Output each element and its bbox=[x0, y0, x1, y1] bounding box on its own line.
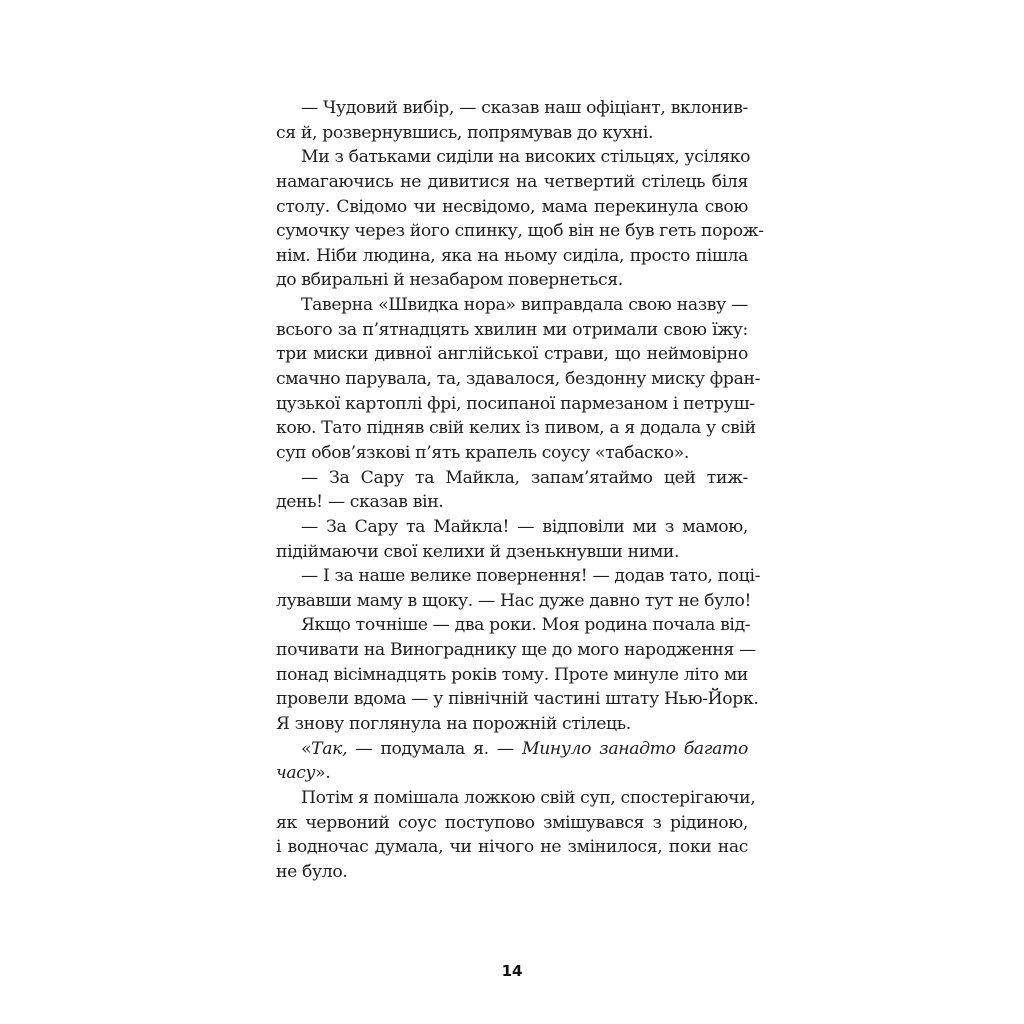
text-line: лувавши маму в щоку. — Нас дуже давно тут не було! bbox=[276, 590, 752, 611]
text-line: день! — сказав він. bbox=[276, 492, 444, 513]
italic-thought-line bbox=[276, 761, 748, 786]
text-line: столу. Свідомо чи несвідомо, мама перекинула свою bbox=[276, 196, 748, 217]
text-line: провели вдома — у північній частині штату Нью-Йорк. bbox=[276, 689, 759, 710]
text-line: не було. bbox=[276, 861, 348, 882]
text-line: — І за наше велике повернення! — додав тато, поці- bbox=[301, 566, 761, 587]
text-line: понад вісімнадцять років тому. Проте минуле літо ми bbox=[276, 664, 748, 685]
italic-text: Минуло занадто багато bbox=[521, 738, 748, 759]
body-text bbox=[276, 96, 764, 885]
text-line: Якщо точніше — два роки. Моя родина почала від- bbox=[301, 615, 751, 636]
page-number: 14 bbox=[501, 962, 523, 980]
text-line: Потім я помішала ложкою свій суп, спостерігаючи, bbox=[301, 787, 756, 808]
text-line: як червоний соус поступово змішувався з рідиною, bbox=[276, 812, 748, 833]
italic-text: Так, bbox=[311, 738, 348, 759]
text-line: всього за п’ятнадцять хвилин ми отримали свою їжу: bbox=[276, 319, 748, 340]
narration-text: — подумала я. — bbox=[347, 738, 522, 759]
text-line: — За Сару та Майкла! — відповіли ми з мамою, bbox=[301, 516, 748, 537]
text-line: і водночас думала, чи нічого не змінилося, поки нас bbox=[276, 837, 748, 858]
text-line: смачно парувала, та, здавалося, бездонну миску фран- bbox=[276, 369, 761, 390]
text-line: Я знову поглянула на порожній стілець. bbox=[276, 714, 631, 735]
text-line: три миски дивної англійської страви, що неймовірно bbox=[276, 344, 748, 365]
text-line: Ми з батьками сиділи на високих стільцях, усіляко bbox=[301, 147, 751, 168]
italic-text: часу bbox=[276, 763, 316, 784]
close-quote: ». bbox=[315, 763, 331, 784]
italic-thought-line bbox=[276, 737, 748, 762]
text-line: суп обов’язкові п’ять крапель соусу «табаско». bbox=[276, 442, 689, 463]
text-line: почивати на Винограднику ще до мого народження — bbox=[276, 640, 756, 661]
text-line: цузької картоплі фрі, посипаної пармезаном і петруш- bbox=[276, 393, 755, 414]
text-line: — За Сару та Майкла, запам’ятаймо цей тиж- bbox=[301, 467, 748, 488]
text-line: ся й, розвернувшись, попрямував до кухні. bbox=[276, 122, 654, 143]
text-line: — Чудовий вибір, — сказав наш офіціант, вклонив- bbox=[301, 98, 748, 118]
text-line: кою. Тато підняв свій келих із пивом, а я додала у свій bbox=[276, 418, 756, 439]
text-line: підіймаючи свої келихи й дзенькнувши ними. bbox=[276, 541, 680, 562]
text-line: до вбиральні й незабаром повернеться. bbox=[276, 270, 623, 291]
text-line: Таверна «Швидка нора» виправдала свою назву — bbox=[301, 295, 748, 316]
text-line: намагаючись не дивитися на четвертий стілець біля bbox=[276, 171, 748, 192]
text-line: нім. Ніби людина, яка на ньому сиділа, просто пішла bbox=[276, 245, 748, 266]
open-quote: « bbox=[301, 738, 312, 759]
text-line: сумочку через його спинку, щоб він не був геть порож- bbox=[276, 221, 764, 242]
